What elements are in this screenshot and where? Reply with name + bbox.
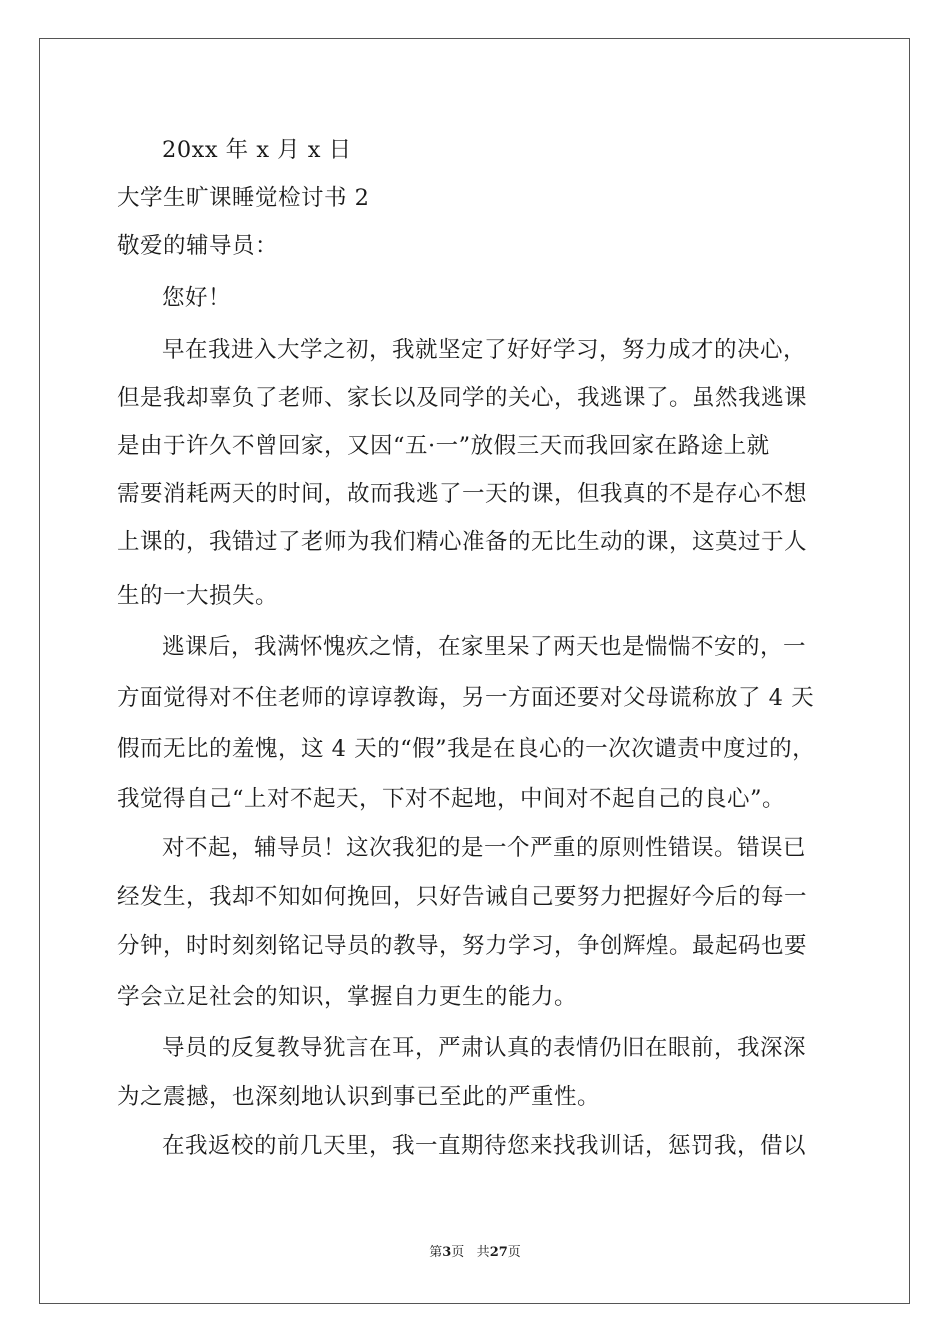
body-line: 逃课后，我满怀愧疚之情，在家里呆了两天也是惴惴不安的，一: [162, 634, 807, 660]
total-pages: 27: [489, 1245, 508, 1260]
body-line: 学会立足社会的知识，掌握自力更生的能力。: [117, 984, 578, 1010]
body-line: 方面觉得对不住老师的谆谆教诲，另一方面还要对父母谎称放了 4 天: [117, 685, 815, 711]
body-line: 早在我进入大学之初，我就坚定了好好学习，努力成才的决心，: [162, 337, 807, 363]
body-line: 假而无比的羞愧，这 4 天的“假”我是在良心的一次次谴责中度过的，: [117, 736, 816, 762]
salutation: 敬爱的辅导员：: [117, 233, 279, 259]
body-line: 需要消耗两天的时间，故而我逃了一天的课，但我真的不是存心不想: [117, 481, 808, 507]
body-line: 分钟，时时刻刻铭记导员的教导，努力学习，争创辉煌。最起码也要: [117, 933, 808, 959]
body-line: 对不起，辅导员！这次我犯的是一个严重的原则性错误。错误已: [162, 835, 807, 861]
body-line: 但是我却辜负了老师、家长以及同学的关心，我逃课了。虽然我逃课: [117, 385, 808, 411]
body-line: 上课的，我错过了老师为我们精心准备的无比生动的课，这莫过于人: [117, 529, 808, 555]
body-line: 在我返校的前几天里，我一直期待您来找我训话，惩罚我，借以: [162, 1133, 807, 1159]
page-prefix: 第: [429, 1245, 443, 1260]
body-line: 我觉得自己“上对不起天，下对不起地，中间对不起自己的良心”。: [117, 786, 786, 812]
body-line: 为之震撼，也深刻地认识到事已至此的严重性。: [117, 1084, 601, 1110]
total-prefix: 共: [476, 1245, 490, 1260]
body-line: 经发生，我却不知如何挽回，只好告诫自己要努力把握好今后的每一: [117, 884, 808, 910]
page-number: 3: [442, 1245, 452, 1260]
document-title: 大学生旷课睡觉检讨书 2: [117, 185, 370, 211]
page-footer: [0, 1244, 950, 1262]
total-suffix: 页: [507, 1245, 521, 1260]
body-line: 导员的反复教导犹言在耳，严肃认真的表情仍旧在眼前，我深深: [162, 1035, 807, 1061]
greeting: 您好！: [162, 285, 232, 311]
page-border: [39, 38, 910, 1304]
body-line: 生的一大损失。: [117, 583, 279, 609]
date-line: 20xx 年 x 月 x 日: [162, 137, 352, 163]
body-line: 是由于许久不曾回家，又因“五·一”放假三天而我回家在路途上就: [117, 433, 770, 459]
page-suffix: 页: [451, 1245, 465, 1260]
